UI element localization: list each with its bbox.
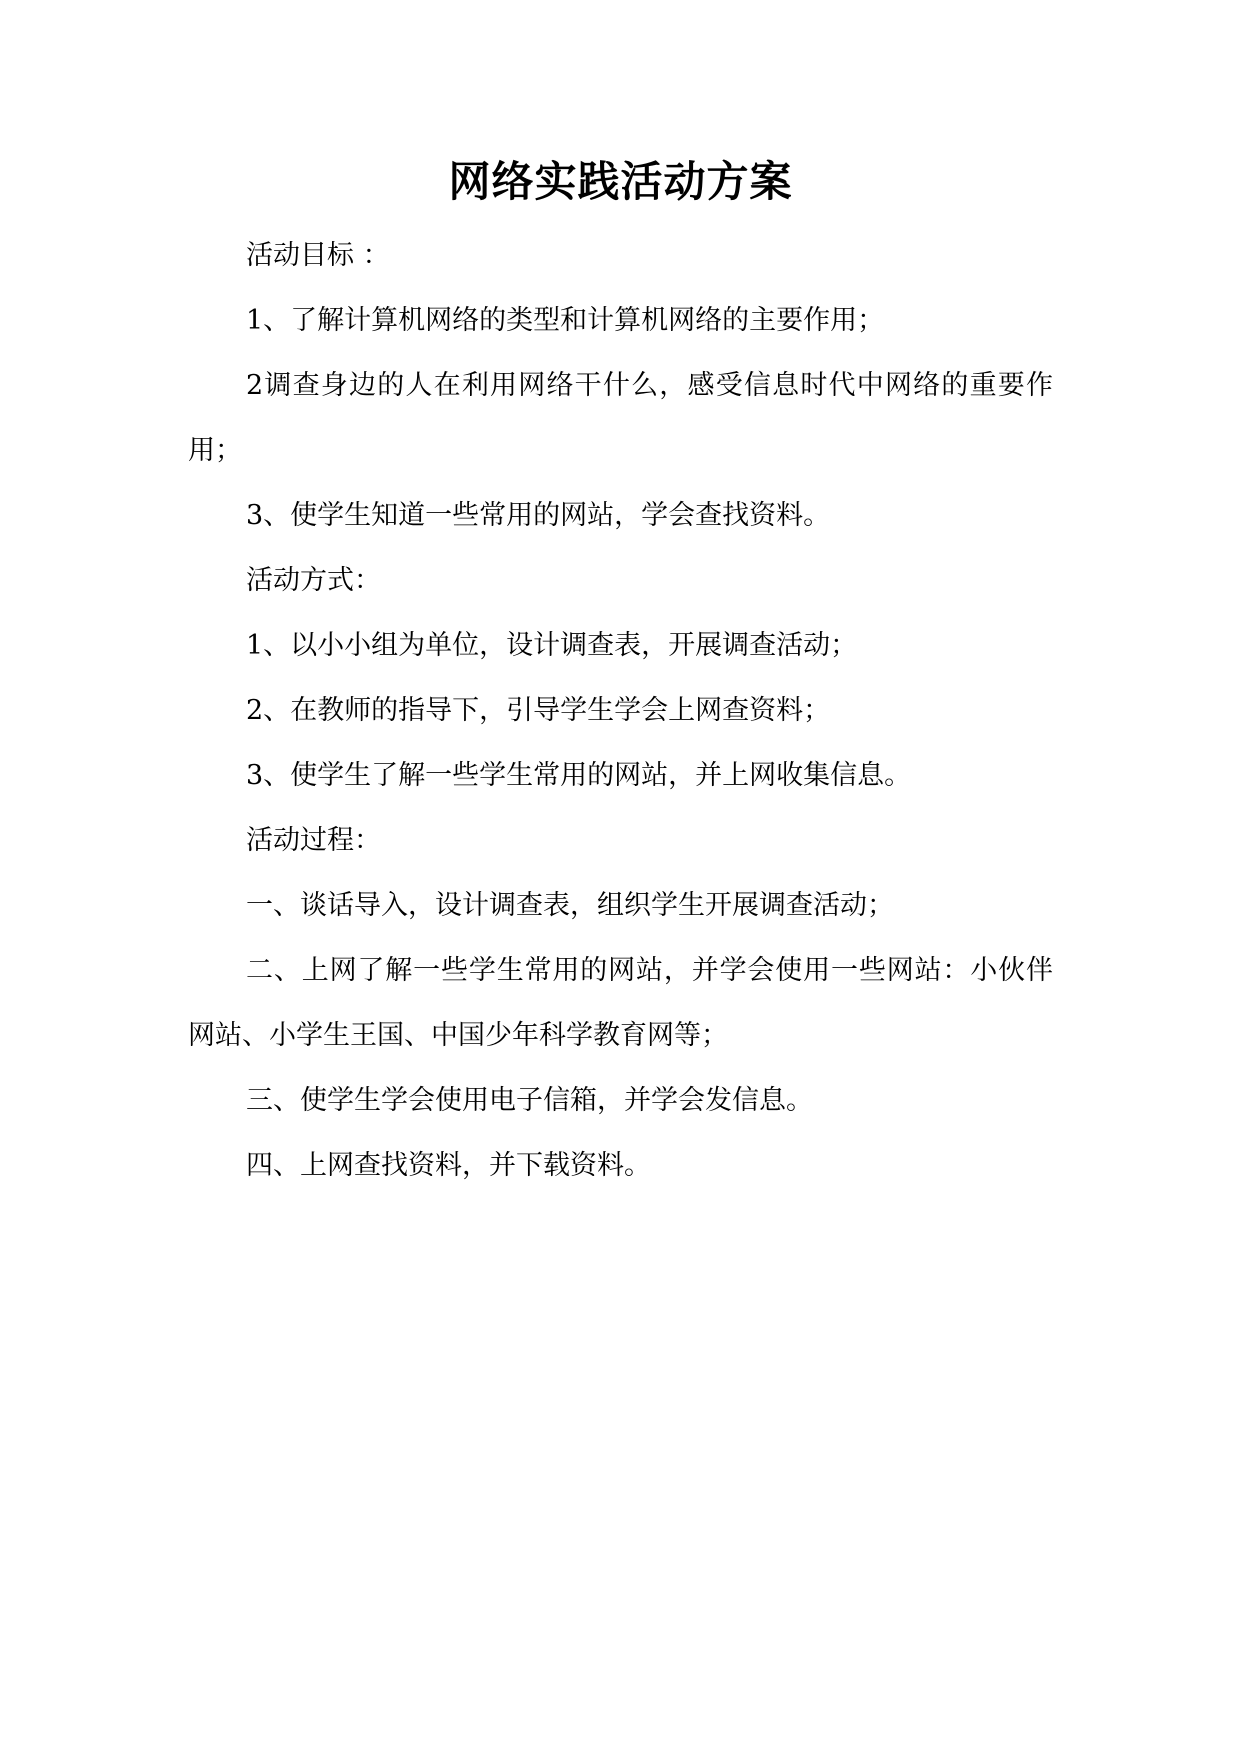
document-title: 网络实践活动方案 <box>448 157 793 206</box>
method-item-2: 2、在教师的指导下，引导学生学会上网查资料； <box>246 695 831 726</box>
section-heading-goals: 活动目标 ： <box>246 240 390 271</box>
goal-item-3: 3、使学生知道一些常用的网站，学会查找资料。 <box>246 500 831 531</box>
process-step-4: 四、上网查找资料，并下载资料。 <box>246 1150 651 1181</box>
process-step-1: 一、谈话导入，设计调查表，组织学生开展调查活动； <box>246 890 894 921</box>
method-item-3: 3、使学生了解一些学生常用的网站，并上网收集信息。 <box>246 760 912 791</box>
goal-item-1: 1、了解计算机网络的类型和计算机网络的主要作用； <box>246 305 885 336</box>
method-item-1: 1、以小小组为单位，设计调查表，开展调查活动； <box>246 630 858 661</box>
section-heading-process: 活动过程： <box>246 825 381 856</box>
section-heading-methods: 活动方式： <box>246 565 381 596</box>
goal-item-2: 2调查身边的人在利用网络干什么，感受信息时代中网络的重要作用； <box>188 370 1053 466</box>
process-step-3: 三、使学生学会使用电子信箱，并学会发信息。 <box>246 1085 813 1116</box>
process-step-2: 二、上网了解一些学生常用的网站，并学会使用一些网站：小伙伴网站、小学生王国、中国少年科学教育网等； <box>188 955 1053 1051</box>
document-body <box>188 223 1053 1198</box>
